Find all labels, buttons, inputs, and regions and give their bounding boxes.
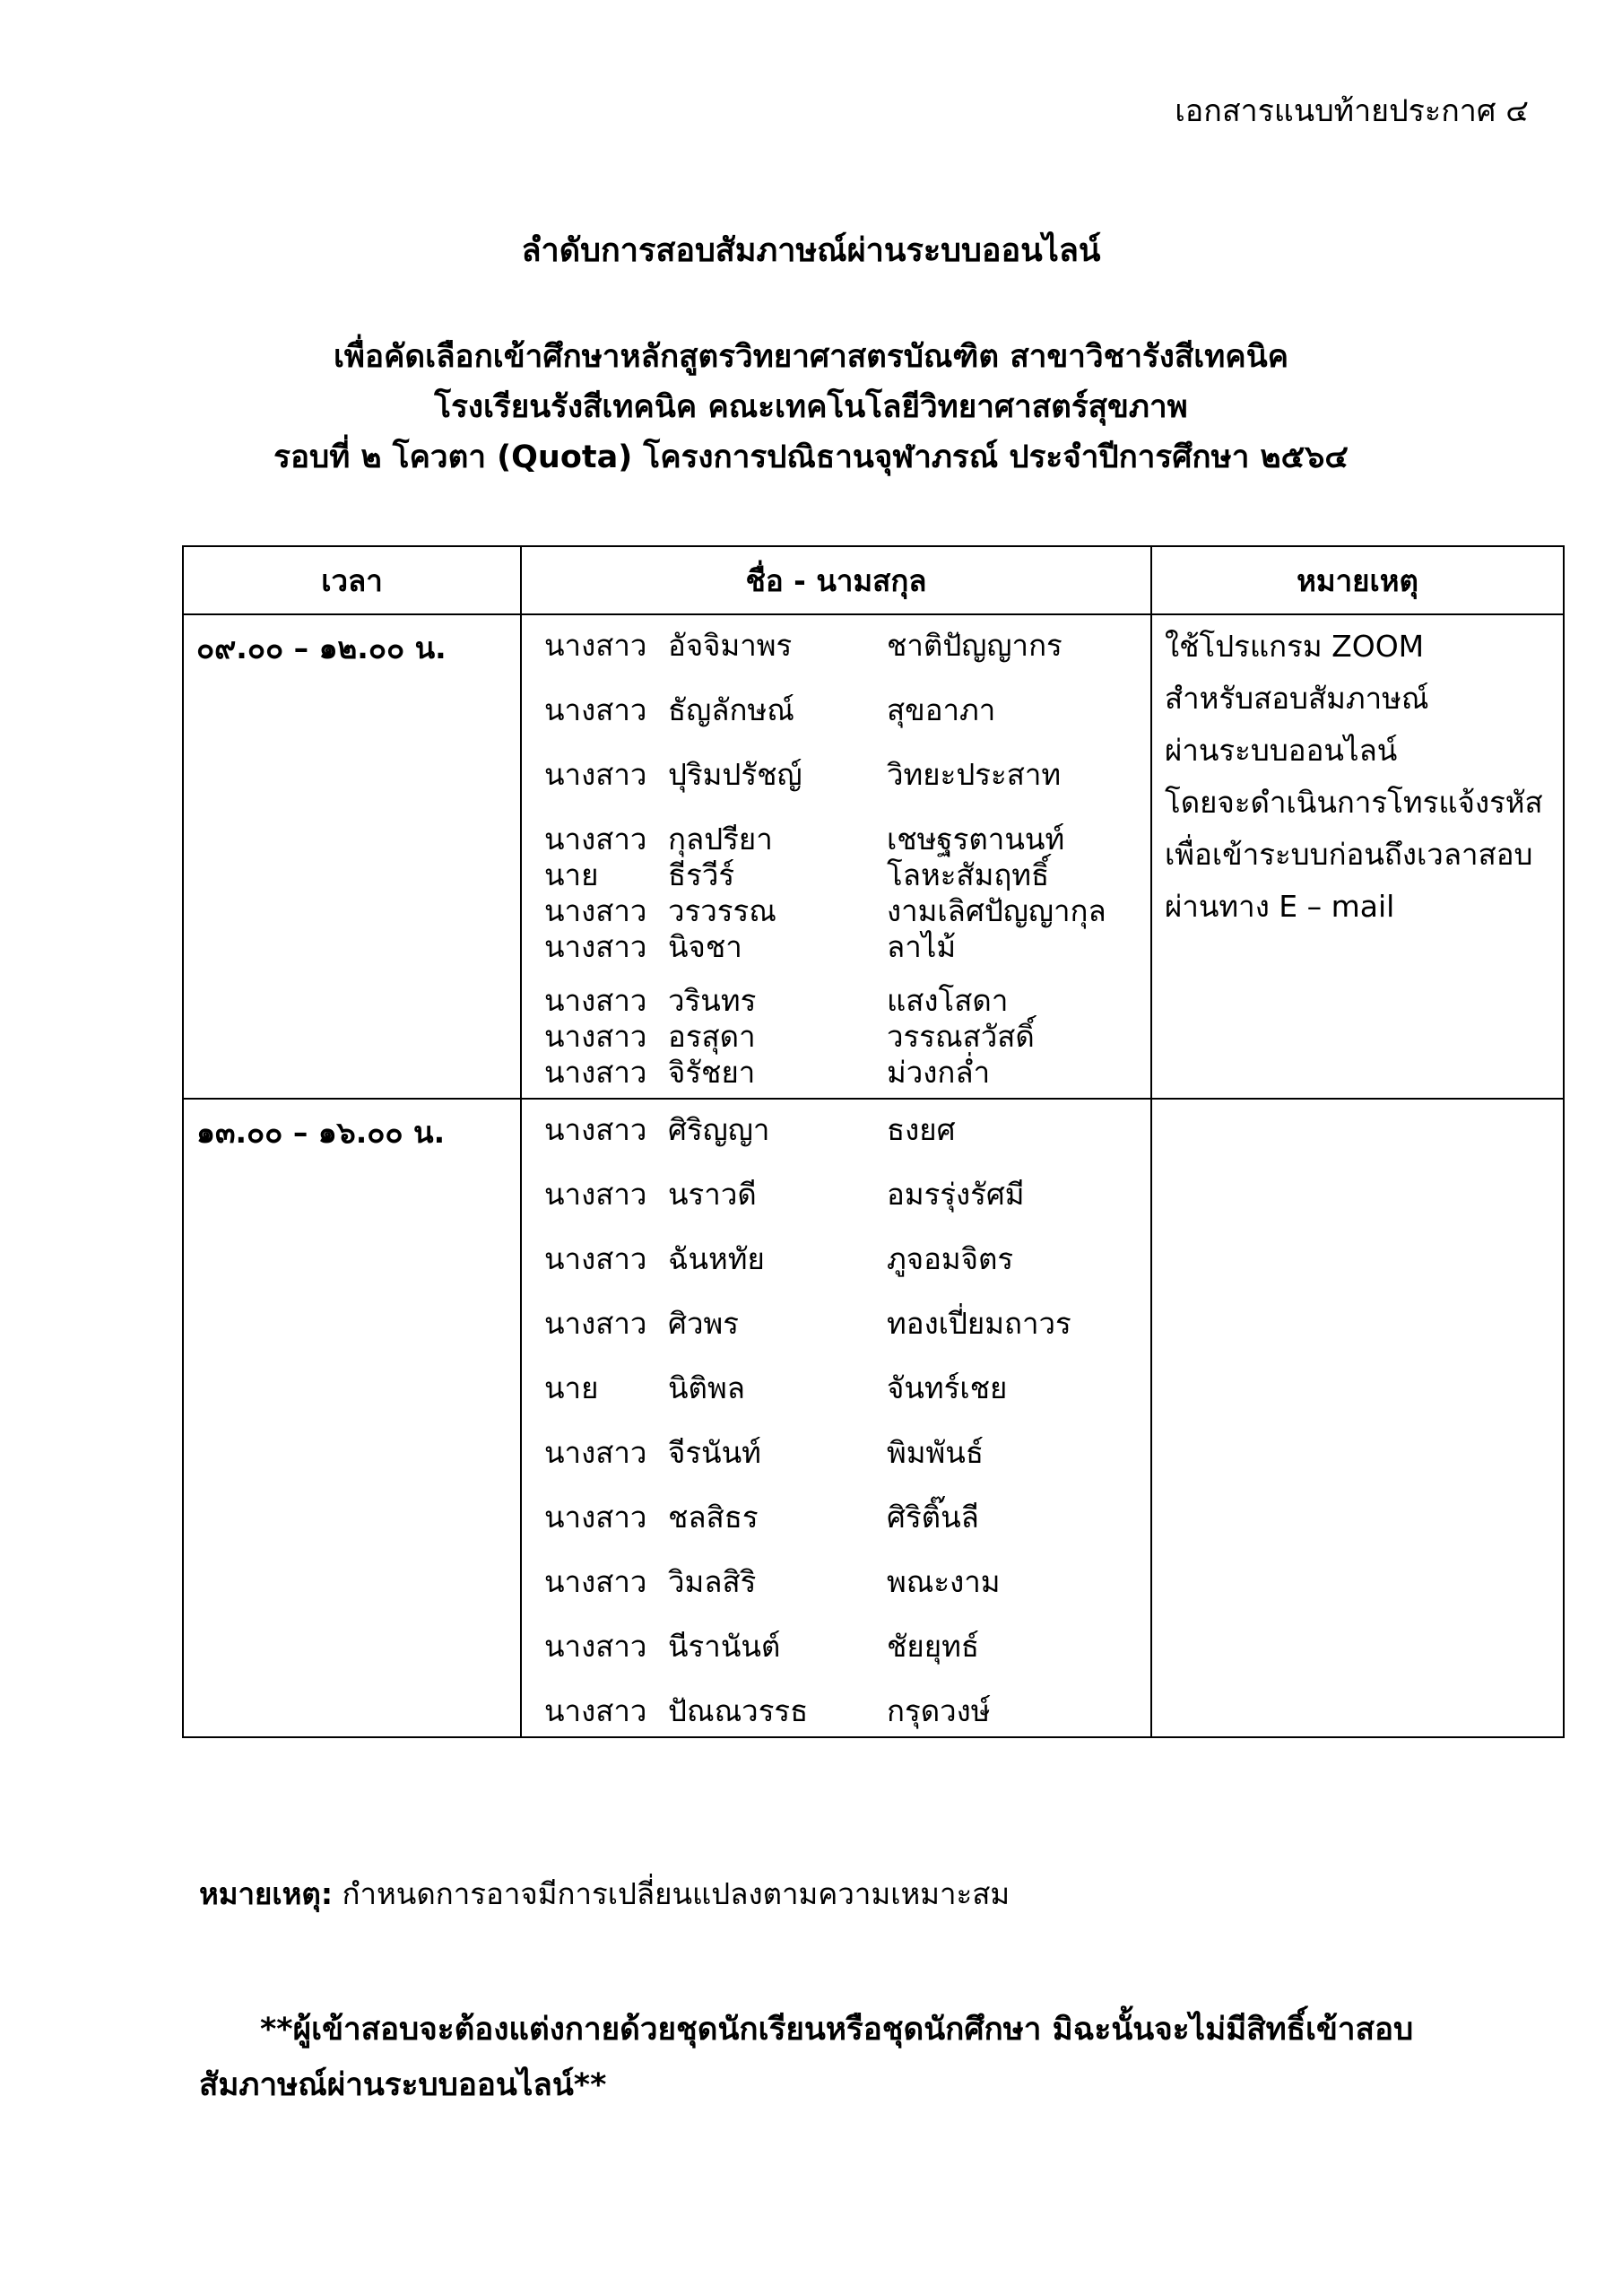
person-first: ธัญลักษณ์	[668, 692, 794, 727]
person-last: งามเลิศปัญญากุล	[887, 893, 1106, 928]
list-item	[522, 1177, 1150, 1213]
person-last: อมรรุ่งรัศมี	[887, 1177, 1025, 1212]
person-first: ศิวพร	[668, 1306, 739, 1341]
list-item	[522, 1306, 1150, 1342]
person-last: โลหะสัมฤทธิ์	[887, 857, 1050, 892]
list-item	[522, 692, 1150, 728]
list-item	[522, 893, 1150, 929]
list-item	[522, 1241, 1150, 1277]
list-item	[522, 1055, 1150, 1091]
person-title: นาย	[544, 1370, 599, 1405]
attachment-note: เอกสารแนบท้ายประกาศ ๔	[1175, 93, 1529, 129]
person-title: นางสาว	[544, 1629, 647, 1664]
person-last: วรรณสวัสดิ์	[887, 1019, 1035, 1054]
person-first: ปุริมปรัชญ์	[668, 757, 802, 792]
person-title: นางสาว	[544, 1564, 647, 1599]
person-title: นางสาว	[544, 1241, 647, 1276]
header-name: ชื่อ - นามสกุล	[521, 546, 1151, 614]
document-title: ลำดับการสอบสัมภาษณ์ผ่านระบบออนไลน์	[521, 232, 1101, 269]
list-item	[522, 1370, 1150, 1406]
person-first: จิรัชยา	[668, 1055, 756, 1090]
document-subtitles	[0, 332, 1622, 483]
schedule-body	[183, 614, 1564, 1737]
session-time: ๑๓.๐๐ – ๑๖.๐๐ น.	[183, 1099, 521, 1737]
header-time: เวลา	[183, 546, 521, 614]
person-last: ลาไม้	[887, 929, 957, 964]
person-title: นางสาว	[544, 893, 647, 928]
person-first: วิมลสิริ	[668, 1564, 757, 1599]
list-item	[522, 1019, 1150, 1055]
person-title: นางสาว	[544, 929, 647, 964]
dress-code-notice	[199, 2002, 1454, 2113]
remark-line: สำหรับสอบสัมภาษณ์	[1165, 681, 1429, 716]
person-first: วรวรรณ	[668, 893, 776, 928]
session-remark	[1151, 1099, 1564, 1737]
remark-line: โดยจะดำเนินการโทรแจ้งรหัส	[1165, 785, 1543, 820]
person-last: ธงยศ	[887, 1112, 956, 1147]
list-item	[522, 1500, 1150, 1535]
remark-line: ผ่านทาง E – mail	[1165, 889, 1395, 924]
session-row	[183, 1099, 1564, 1737]
person-first: จีรนันท์	[668, 1435, 761, 1470]
person-last: สุขอาภา	[887, 692, 996, 727]
person-last: เชษฐรตานนท์	[887, 822, 1065, 857]
person-first: นราวดี	[668, 1177, 757, 1212]
session-row	[183, 614, 1564, 1099]
person-title: นางสาว	[544, 1306, 647, 1341]
person-title: นางสาว	[544, 1693, 647, 1728]
subtitle-line: โรงเรียนรังสีเทคนิค คณะเทคโนโลยีวิทยาศาสตร์สุขภาพ	[434, 389, 1188, 425]
person-title: นางสาว	[544, 628, 647, 663]
subtitle-line: รอบที่ ๒ โควตา (Quota) โครงการปณิธานจุฬาภรณ์ ประจำปีการศึกษา ๒๕๖๔	[273, 439, 1349, 475]
list-item	[522, 1564, 1150, 1600]
remark-line: ใช้โปรแกรม ZOOM	[1165, 629, 1425, 664]
person-last: ชาติปัญญากร	[887, 628, 1063, 663]
person-last: จันทร์เชย	[887, 1370, 1008, 1405]
person-first: อัจจิมาพร	[668, 628, 793, 663]
list-item	[522, 1112, 1150, 1148]
interview-schedule-table	[182, 545, 1565, 1738]
session-names-cell	[521, 1099, 1151, 1737]
person-title: นางสาว	[544, 1019, 647, 1054]
person-first: ศิริญญา	[668, 1112, 770, 1147]
session-time: ๐๙.๐๐ – ๑๒.๐๐ น.	[183, 614, 521, 1099]
notice-line: **ผู้เข้าสอบจะต้องแต่งกายด้วยชุดนักเรียนหรือชุดนักศึกษา มิฉะนั้นจะไม่มีสิทธิ์เข้าสอบ	[260, 2012, 1414, 2048]
table-header-row	[183, 546, 1564, 614]
person-first: นิจชา	[668, 929, 742, 964]
list-item	[522, 757, 1150, 793]
list-item	[522, 1435, 1150, 1471]
person-first: วรินทร	[668, 983, 757, 1018]
person-title: นางสาว	[544, 983, 647, 1018]
header-remark: หมายเหตุ	[1151, 546, 1564, 614]
person-first: ชลสิธร	[668, 1500, 759, 1535]
person-last: พณะงาม	[887, 1564, 1001, 1599]
person-first: อรสุดา	[668, 1019, 756, 1054]
person-last: กรุดวงษ์	[887, 1693, 991, 1728]
person-first: ธีรวีร์	[668, 857, 735, 892]
person-last: แสงโสดา	[887, 983, 1009, 1018]
person-title: นางสาว	[544, 1500, 647, 1535]
person-last: ภูจอมจิตร	[887, 1241, 1014, 1276]
remark-line: ผ่านระบบออนไลน์	[1165, 733, 1398, 768]
list-item	[522, 628, 1150, 664]
person-last: ชัยยุทธ์	[887, 1629, 979, 1664]
person-last: ทองเปี่ยมถาวร	[887, 1306, 1071, 1341]
list-item	[522, 983, 1150, 1019]
footnote-text: กำหนดการอาจมีการเปลี่ยนแปลงตามความเหมาะสม	[333, 1876, 1010, 1911]
person-first: ฉันหทัย	[668, 1241, 765, 1276]
list-item	[522, 1693, 1150, 1729]
subtitle-line: เพื่อคัดเลือกเข้าศึกษาหลักสูตรวิทยาศาสตรบัณฑิต สาขาวิชารังสีเทคนิค	[333, 339, 1289, 375]
list-item	[522, 857, 1150, 893]
person-title: นางสาว	[544, 1055, 647, 1090]
list-item	[522, 1629, 1150, 1665]
person-title: นางสาว	[544, 692, 647, 727]
person-title: นางสาว	[544, 1177, 647, 1212]
person-title: นางสาว	[544, 1112, 647, 1147]
person-last: ศิริติ๊นลี	[887, 1500, 979, 1535]
footnote	[199, 1873, 1010, 1916]
person-last: วิทยะประสาท	[887, 757, 1062, 792]
person-title: นาย	[544, 857, 599, 892]
person-last: ม่วงกล่ำ	[887, 1055, 991, 1090]
session-remark	[1151, 614, 1564, 1099]
person-first: นีรานันต์	[668, 1629, 781, 1664]
list-item	[522, 822, 1150, 857]
person-first: กุลปรียา	[668, 822, 773, 857]
person-first: ปัณณวรรธ	[668, 1693, 809, 1728]
person-title: นางสาว	[544, 822, 647, 857]
person-last: พิมพันธ์	[887, 1435, 984, 1470]
notice-line: สัมภาษณ์ผ่านระบบออนไลน์**	[199, 2067, 607, 2103]
session-names-cell	[521, 614, 1151, 1099]
footnote-label: หมายเหตุ:	[199, 1876, 334, 1911]
remark-line: เพื่อเข้าระบบก่อนถึงเวลาสอบ	[1165, 837, 1533, 872]
list-item	[522, 929, 1150, 965]
person-first: นิติพล	[668, 1370, 745, 1405]
person-title: นางสาว	[544, 1435, 647, 1470]
person-title: นางสาว	[544, 757, 647, 792]
